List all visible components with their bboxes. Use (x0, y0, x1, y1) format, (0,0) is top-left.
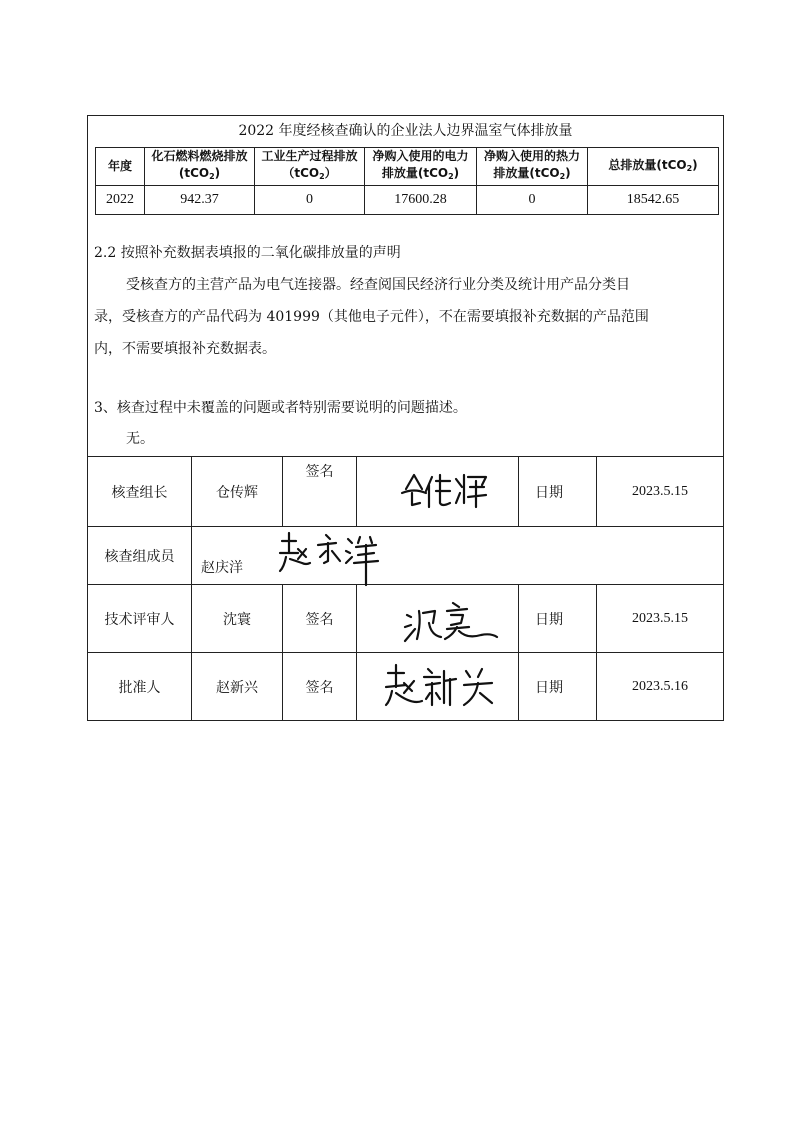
section-3-heading: 3、核查过程中未覆盖的问题或者特别需要说明的问题描述。 (94, 400, 467, 416)
signoff-table (88, 456, 723, 721)
report-frame (87, 115, 724, 721)
reviewer-date: 2023.5.15 (597, 585, 724, 653)
cell-industrial-process: 0 (255, 186, 365, 215)
header-fossil-fuel: 化石燃料燃烧排放(tCO$_2$) (145, 148, 255, 186)
signature-member (276, 527, 386, 589)
reviewer-date-label: 日期 (519, 585, 597, 653)
leader-sign-label: 签名 (283, 457, 357, 527)
section-2-2-line-3: 内，不需要填报补充数据表。 (94, 341, 276, 357)
header-industrial-process: 工业生产过程排放（tCO$_2$） (255, 148, 365, 186)
emissions-data-row (96, 186, 719, 215)
section-3-body: 无。 (126, 431, 154, 447)
section-2-2-heading: 2.2 按照补充数据表填报的二氧化碳排放量的声明 (94, 245, 401, 261)
signoff-row-leader (88, 457, 723, 527)
reviewer-name: 沈寰 (192, 585, 283, 653)
leader-date: 2023.5.15 (597, 457, 724, 527)
signature-approver (382, 659, 497, 715)
approver-signature-cell (357, 653, 519, 721)
leader-name: 仓传辉 (192, 457, 283, 527)
header-total: 总排放量(tCO$_2$) (588, 148, 719, 186)
member-role: 核查组成员 (88, 527, 192, 585)
leader-role: 核查组长 (88, 457, 192, 527)
cell-electricity: 17600.28 (365, 186, 477, 215)
reviewer-signature-cell (357, 585, 519, 653)
signoff-row-member (88, 527, 723, 585)
emissions-table-title: 2022 年度经核查确认的企业法人边界温室气体排放量 (238, 123, 573, 139)
emissions-header-row (96, 148, 719, 186)
member-cell (192, 527, 724, 585)
reviewer-role: 技术评审人 (88, 585, 192, 653)
approver-role: 批准人 (88, 653, 192, 721)
header-year: 年度 (96, 148, 145, 186)
signature-reviewer (397, 593, 507, 649)
approver-name: 赵新兴 (192, 653, 283, 721)
approver-date: 2023.5.16 (597, 653, 724, 721)
approver-date-label: 日期 (519, 653, 597, 721)
signature-leader (392, 463, 492, 513)
header-electricity: 净购入使用的电力排放量(tCO$_2$) (365, 148, 477, 186)
leader-date-label: 日期 (519, 457, 597, 527)
cell-year: 2022 (96, 186, 145, 215)
signoff-row-reviewer (88, 585, 723, 653)
section-2-2-line-1: 受核查方的主营产品为电气连接器。经查阅国民经济行业分类及统计用产品分类目 (126, 277, 630, 293)
cell-heat: 0 (477, 186, 588, 215)
member-name: 赵庆洋 (201, 560, 243, 576)
reviewer-sign-label: 签名 (283, 585, 357, 653)
cell-fossil-fuel: 942.37 (145, 186, 255, 215)
leader-signature-cell (357, 457, 519, 527)
cell-total: 18542.65 (588, 186, 719, 215)
emissions-table (95, 147, 719, 215)
signoff-row-approver (88, 653, 723, 721)
header-heat: 净购入使用的热力排放量(tCO$_2$) (477, 148, 588, 186)
section-2-2-line-2: 录，受核查方的产品代码为 401999（其他电子元件），不在需要填报补充数据的产品范围 (94, 309, 649, 325)
approver-sign-label: 签名 (283, 653, 357, 721)
